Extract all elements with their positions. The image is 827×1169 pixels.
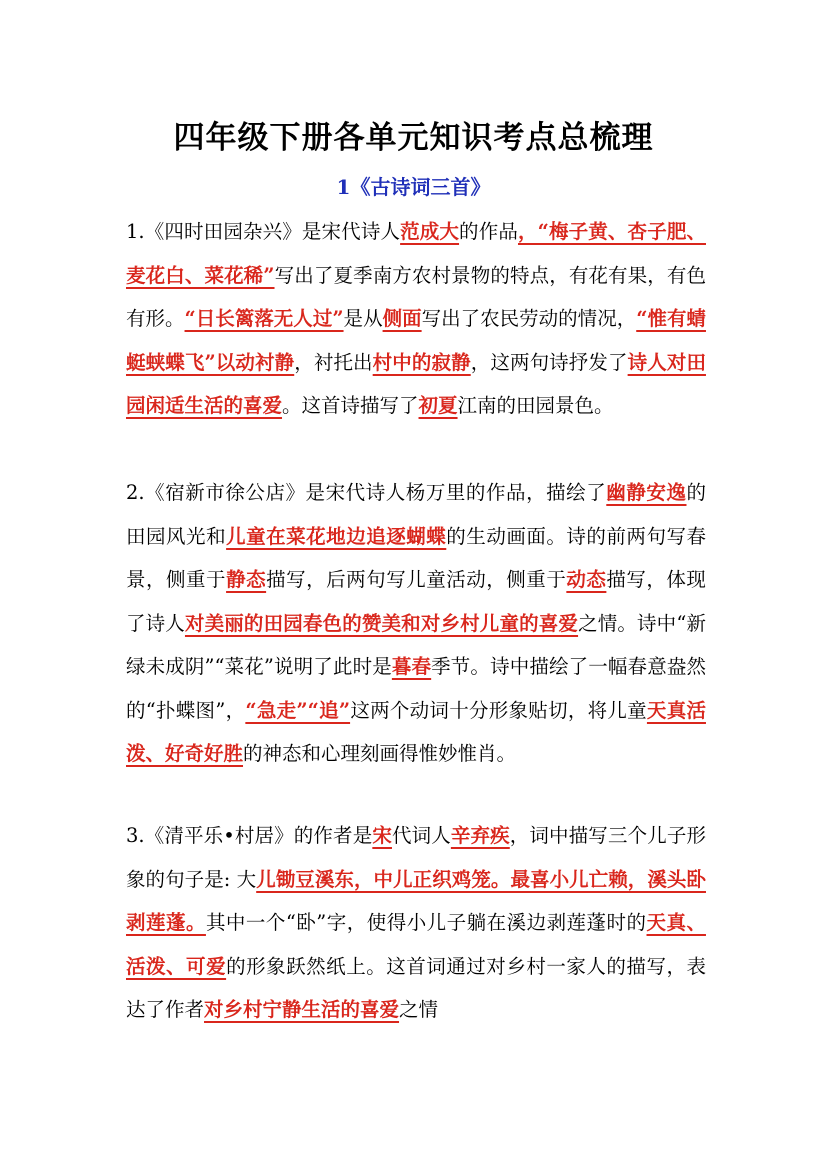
highlighted-answer: 宋 (372, 824, 392, 847)
paragraph-3 (126, 814, 706, 1032)
body-text: ，词中描写三个儿子形象的句子是: 大 (126, 824, 706, 891)
page-title: 四年级下册各单元知识考点总梳理 (173, 120, 654, 156)
highlighted-answer: 对美丽的田园春色的赞美和对乡村儿童的喜爱 (184, 611, 579, 635)
highlighted-answer: 对乡村宁静生活的喜爱 (204, 998, 400, 1021)
body-text: ，这两句诗抒发了 (470, 350, 628, 374)
body-text: 描写，体现了诗人 (126, 568, 706, 635)
highlighted-answer: 侧面 (382, 307, 422, 330)
highlighted-answer: “日长篱落无人过” (184, 307, 344, 330)
section-title: 1《古诗词三首》 (336, 175, 491, 199)
body-text: 2.《宿新市徐公店》是宋代诗人杨万里的作品，描绘了 (126, 481, 607, 504)
body-text: 描写，后两句写儿童活动，侧重于 (266, 568, 567, 591)
body-text: 的神态和心理刻画得惟妙惟肖。 (243, 742, 517, 765)
paragraph-2 (126, 471, 706, 776)
highlighted-answer: ，“梅子黄、杏子肥、麦花白、菜花稀” (126, 220, 706, 287)
highlighted-answer: 儿童在菜花地边追逐蝴蝶 (226, 524, 447, 548)
highlighted-answer: “急走”“追” (245, 698, 351, 722)
body-text: 写出了夏季南方农村景物的特点，有花有果，有色有形。 (126, 263, 706, 330)
body-text: 代词人 (391, 824, 451, 847)
highlighted-answer: 动态 (566, 568, 607, 591)
body-text: 江南的田园景色。 (457, 394, 614, 417)
body-text: 3.《清平乐•村居》的作者是 (126, 824, 373, 847)
paragraph-1 (126, 210, 706, 428)
body-text: 的田园风光和 (126, 481, 706, 548)
highlighted-answer: 幽静安逸 (606, 481, 687, 504)
body-text: ，衬托出 (294, 350, 373, 374)
highlighted-answer: 诗人对田园闲适生活的喜爱 (126, 350, 706, 417)
highlighted-answer: 天真活泼、好奇好胜 (126, 698, 706, 765)
highlighted-answer: 儿锄豆溪东，中儿正织鸡笼。最喜小儿亡赖，溪头卧剥莲蓬。 (126, 867, 706, 934)
body-text: 这两个动词十分形象贴切，将儿童 (350, 698, 647, 722)
body-text: 写出了农民劳动的情况， (421, 307, 637, 330)
body-text: 的作品 (459, 220, 518, 243)
body-text: 的形象跃然纸上。这首词通过对乡村一家人的描写，表达了作者 (126, 954, 706, 1021)
body-text: 之情 (399, 998, 439, 1021)
highlighted-answer: 静态 (226, 568, 267, 591)
body-text: 其中一个“卧”字，使得小儿子躺在溪边剥莲蓬时的 (205, 911, 647, 934)
highlighted-answer: 辛弃疾 (450, 824, 510, 847)
highlighted-answer: 暮春 (391, 655, 432, 678)
body-text: 季节。诗中描绘了一幅春意盎然的“扑蝶图”， (126, 655, 706, 722)
highlighted-answer: “惟有蜻蜓蛱蝶飞”以动衬静 (126, 307, 706, 374)
highlighted-answer: 村中的寂静 (372, 350, 471, 374)
body-text: 。这首诗描写了 (282, 394, 419, 417)
highlighted-answer: 范成大 (400, 220, 460, 243)
body-text: 1.《四时田园杂兴》是宋代诗人 (126, 220, 401, 243)
body-text: 是从 (343, 307, 383, 330)
highlighted-answer: 天真、活泼、可爱 (126, 911, 706, 978)
highlighted-answer: 初夏 (418, 394, 458, 417)
body-text: 的生动画面。诗的前两句写春景，侧重于 (126, 524, 706, 591)
body-text: 之情。诗中“新绿未成阴”“菜花”说明了此时是 (126, 611, 706, 678)
